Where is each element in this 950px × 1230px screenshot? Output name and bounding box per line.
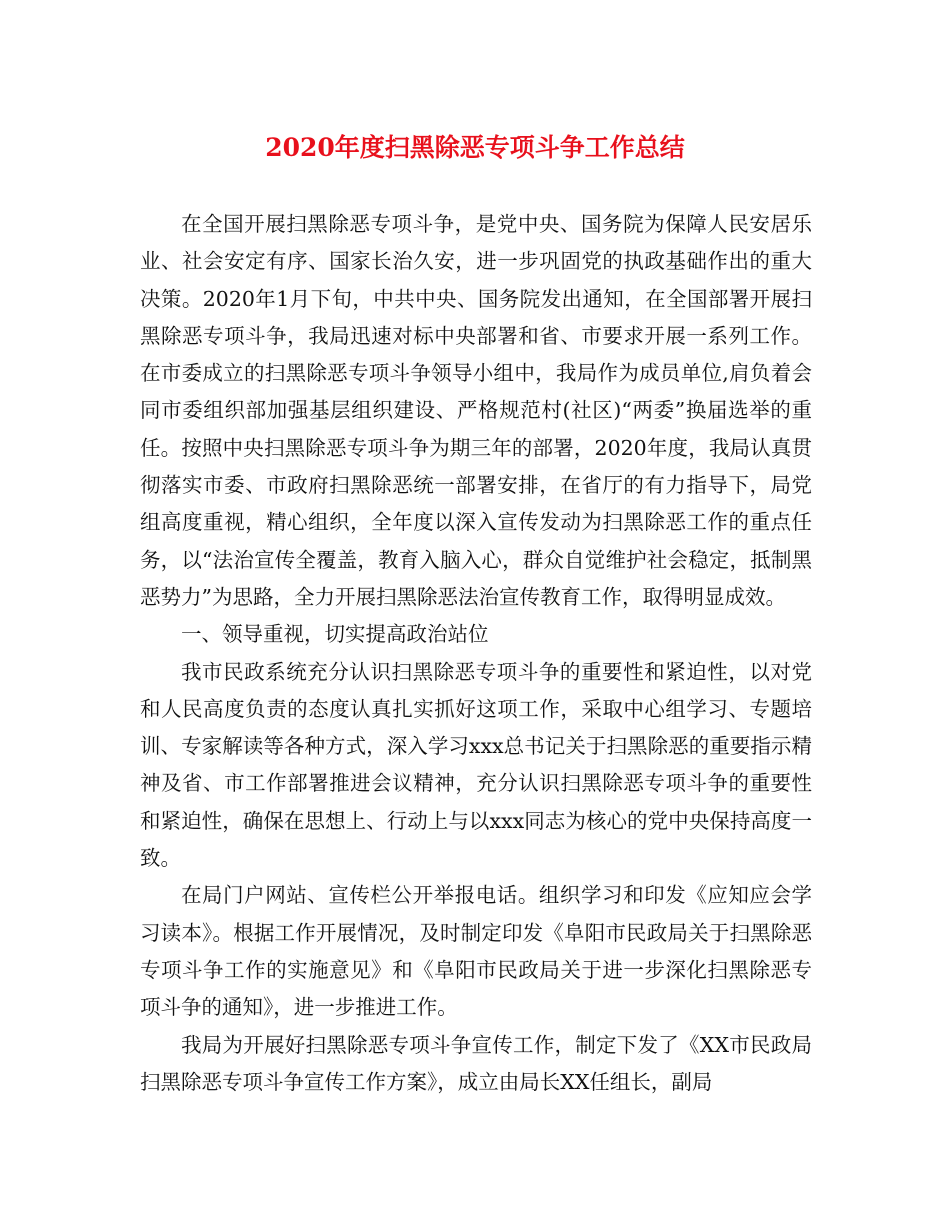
paragraph-leadership: 我市民政系统充分认识扫黑除恶专项斗争的重要性和紧迫性，以对党和人民高度负责的态度认真扎实抓好这项工作，采取中心组学习、专题培训、专家解读等各种方式，深入学习xxx总书记关于扫黑除恶的重要指示精神及省、市工作部署推进会议精神，充分认识扫黑除恶专项斗争的重要性和紧迫性，确保在思想上、行动上与以xxx同志为核心的党中央保持高度一致。 <box>140 659 812 871</box>
paragraph-publicity: 在局门户网站、宣传栏公开举报电话。组织学习和印发《应知应会学习读本》。根据工作开展情况，及时制定印发《阜阳市民政局关于扫黑除恶专项斗争工作的实施意见》和《阜阳市民政局关于进一步深化扫黑除恶专项斗争的通知》，进一步推进工作。 <box>140 883 812 1020</box>
document-body <box>140 206 812 1101</box>
document-title: 2020年度扫黑除恶专项斗争工作总结 <box>265 133 685 162</box>
paragraph-intro: 在全国开展扫黑除恶专项斗争，是党中央、国务院为保障人民安居乐业、社会安定有序、国家长治久安，进一步巩固党的执政基础作出的重大决策。2020年1月下旬，中共中央、国务院发出通知，在全国部署开展扫黑除恶专项斗争，我局迅速对标中央部署和省、市要求开展一系列工作。在市委成立的扫黑除恶专项斗争领导小组中，我局作为成员单位,肩负着会同市委组织部加强基层组织建设、严格规范村(社区)“两委”换届选举的重任。按照中央扫黑除恶专项斗争为期三年的部署，2020年度，我局认真贯彻落实市委、市政府扫黑除恶统一部署安排，在省厅的有力指导下，局党组高度重视，精心组织，全年度以深入宣传发动为扫黑除恶工作的重点任务，以“法治宣传全覆盖，教育入脑入心，群众自觉维护社会稳定，抵制黑恶势力”为思路，全力开展扫黑除恶法治宣传教育工作，取得明显成效。 <box>140 212 812 609</box>
section-heading-1: 一、领导重视，切实提高政治站位 <box>181 622 489 647</box>
paragraph-plan: 我局为开展好扫黑除恶专项斗争宣传工作，制定下发了《XX市民政局扫黑除恶专项斗争宣传工作方案》，成立由局长XX任组长，副局 <box>140 1032 812 1094</box>
